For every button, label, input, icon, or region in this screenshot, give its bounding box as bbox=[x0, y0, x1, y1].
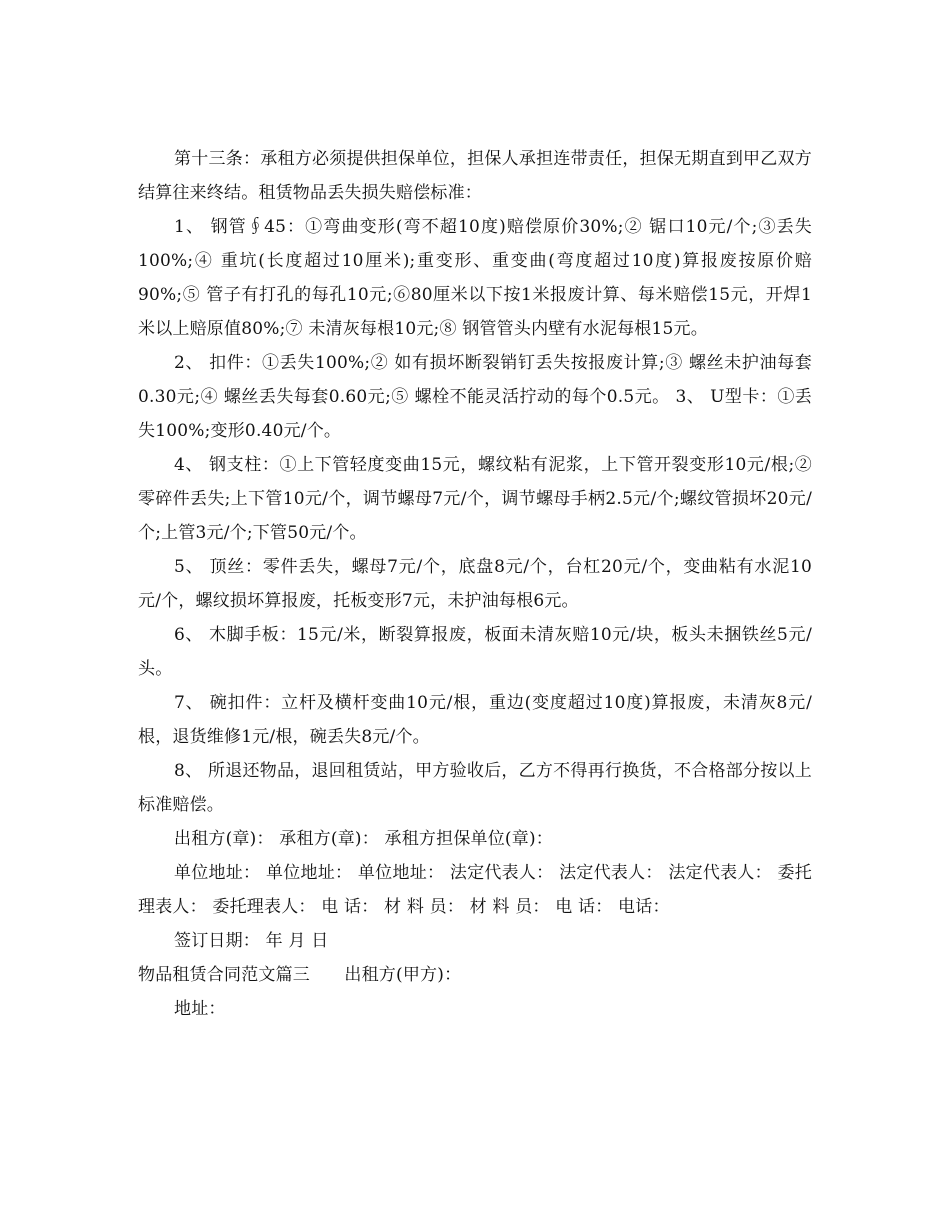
item-6-wood-board-paragraph: 6、 木脚手板：15元/米，断裂算报废，板面未清灰赔10元/块，板头未捆铁丝5元/头。 bbox=[138, 625, 812, 679]
item-8-return-paragraph: 8、 所退还物品，退回租赁站，甲方验收后，乙方不得再行换货，不合格部分按以上标准赔偿。 bbox=[138, 761, 812, 815]
signing-date-line: 签订日期： 年 月 日 bbox=[174, 931, 329, 951]
document-body bbox=[138, 142, 812, 1026]
item-4-steel-prop-paragraph: 4、 钢支柱：①上下管轻度变曲15元，螺纹粘有泥浆，上下管开裂变形10元/根;② 零碎件丢失;上下管10元/个，调节螺母7元/个，调节螺母手柄2.5元/个;螺纹管损坏20元/个;上管3元/个;下管50元/个。 bbox=[138, 455, 812, 543]
address-line: 地址： bbox=[174, 999, 226, 1019]
item-2-fastener-paragraph: 2、 扣件：①丢失100%;② 如有损坏断裂销钉丢失按报废计算;③ 螺丝未护油每套0.30元;④ 螺丝丢失每套0.60元;⑤ 螺栓不能灵活拧动的每个0.5元。 3、 U型卡：①丢失100%;变形0.40元/个。 bbox=[138, 353, 812, 441]
clause-13-paragraph: 第十三条：承租方必须提供担保单位，担保人承担连带责任，担保无期直到甲乙双方结算往来终结。租赁物品丢失损失赔偿标准： bbox=[138, 149, 812, 203]
party-details-paragraph: 单位地址： 单位地址： 单位地址： 法定代表人： 法定代表人： 法定代表人： 委托理表人： 委托理表人： 电 话： 材 料 员： 材 料 员： 电 话： 电话： bbox=[138, 863, 812, 917]
item-7-cuplock-paragraph: 7、 碗扣件：立杆及横杆变曲10元/根，重边(变度超过10度)算报废，未清灰8元/根，退货维修1元/根，碗丢失8元/个。 bbox=[138, 693, 812, 747]
item-1-steel-pipe-paragraph: 1、 钢管∮45：①弯曲变形(弯不超10度)赔偿原价30%;② 锯口10元/个;③丢失100%;④ 重坑(长度超过10厘米);重变形、重变曲(弯度超过10度)算报废按原价赔90%;⑤ 管子有打孔的每孔10元;⑥80厘米以下按1米报废计算、每米赔偿15元，开焊1米以上赔原值80%;⑦ 未清灰每根10元;⑧ 钢管管头内壁有水泥每根15元。 bbox=[138, 217, 812, 339]
item-5-jack-screw-paragraph: 5、 顶丝：零件丢失，螺母7元/个，底盘8元/个，台杠20元/个，变曲粘有水泥10元/个，螺纹损坏算报废，托板变形7元，未护油每根6元。 bbox=[138, 557, 812, 611]
next-contract-heading: 物品租赁合同范文篇三 出租方(甲方)： bbox=[138, 965, 462, 985]
signature-parties-line: 出租方(章)： 承租方(章)： 承租方担保单位(章)： bbox=[174, 829, 554, 849]
